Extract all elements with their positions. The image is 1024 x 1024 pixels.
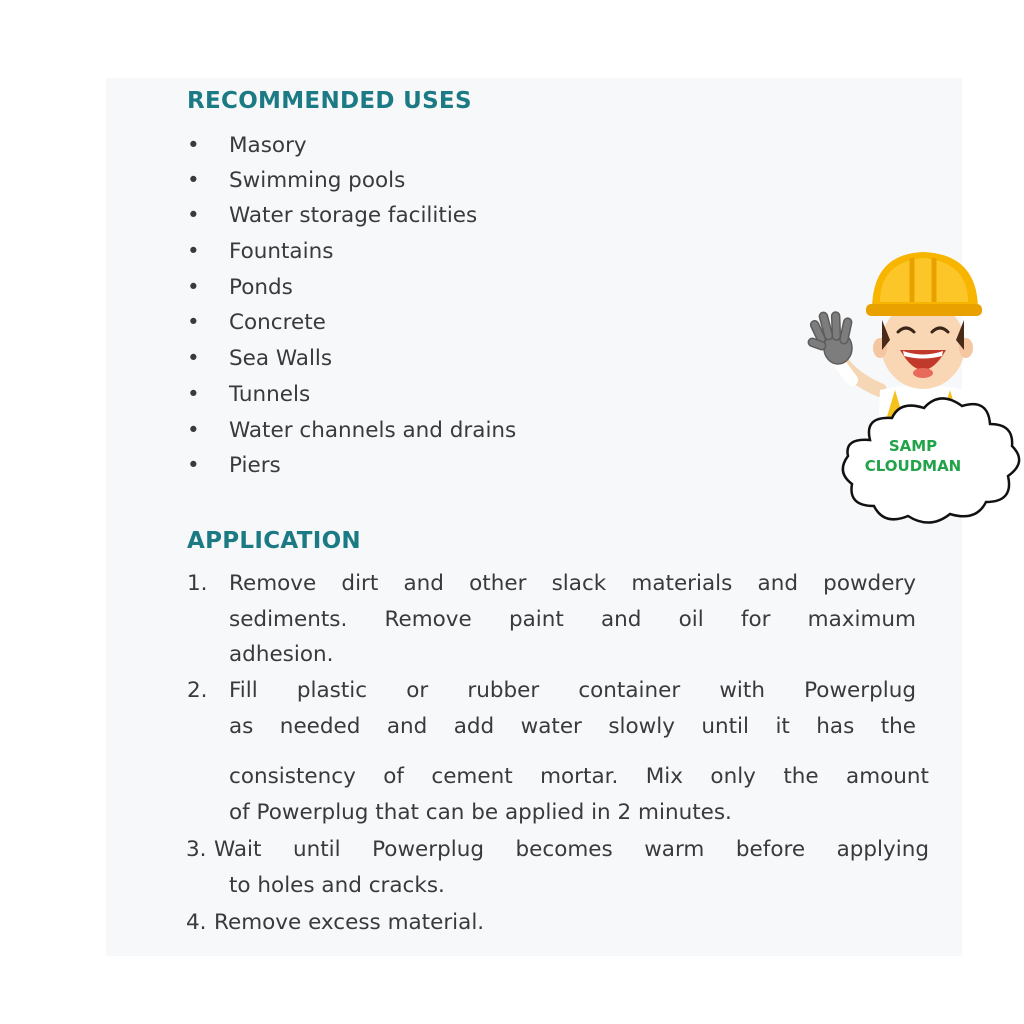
bullet-icon: • [187, 346, 200, 371]
step-line: Remove dirt and other slack materials and powdery [229, 571, 916, 596]
step-line: sediments. Remove paint and oil for maximum [229, 607, 916, 632]
list-item-label: Water channels and drains [229, 418, 517, 443]
step-line: Fill plastic or rubber container with Powerplug [229, 678, 916, 703]
mascot-name-line2: CLOUDMAN [864, 457, 962, 475]
bullet-icon: • [187, 310, 200, 335]
step-number: 1. [187, 571, 208, 596]
list-item-label: Sea Walls [229, 346, 333, 371]
list-item-label: Masory [229, 133, 307, 158]
bullet-icon: • [187, 168, 200, 193]
list-item-label: Fountains [229, 239, 334, 264]
step-number: 2. [187, 678, 208, 703]
construction-worker-waving-icon [800, 240, 1024, 530]
list-item-label: Concrete [229, 310, 326, 335]
step-line: Wait until Powerplug becomes warm before applying [214, 837, 929, 862]
step-line: adhesion. [229, 642, 334, 667]
bullet-icon: • [187, 203, 200, 228]
list-item-label: Tunnels [229, 382, 311, 407]
recommended-uses-heading: RECOMMENDED USES [187, 88, 472, 114]
step-line: Remove excess material. [214, 910, 485, 935]
bullet-icon: • [187, 418, 200, 443]
bullet-icon: • [187, 239, 200, 264]
step-line: to holes and cracks. [229, 873, 445, 898]
list-item-label: Piers [229, 453, 281, 478]
list-item-label: Ponds [229, 275, 293, 300]
list-item-label: Water storage facilities [229, 203, 478, 228]
bullet-icon: • [187, 453, 200, 478]
mascot-name-line1: SAMP [888, 437, 938, 455]
step-number: 3. [186, 837, 207, 862]
step-line: as needed and add water slowly until it has the [229, 714, 916, 739]
list-item-label: Swimming pools [229, 168, 406, 193]
bullet-icon: • [187, 133, 200, 158]
step-line: consistency of cement mortar. Mix only the amount [229, 764, 929, 789]
bullet-icon: • [187, 382, 200, 407]
step-number: 4. [186, 910, 207, 935]
bullet-icon: • [187, 275, 200, 300]
step-line: of Powerplug that can be applied in 2 minutes. [229, 800, 732, 825]
application-heading: APPLICATION [187, 528, 361, 554]
